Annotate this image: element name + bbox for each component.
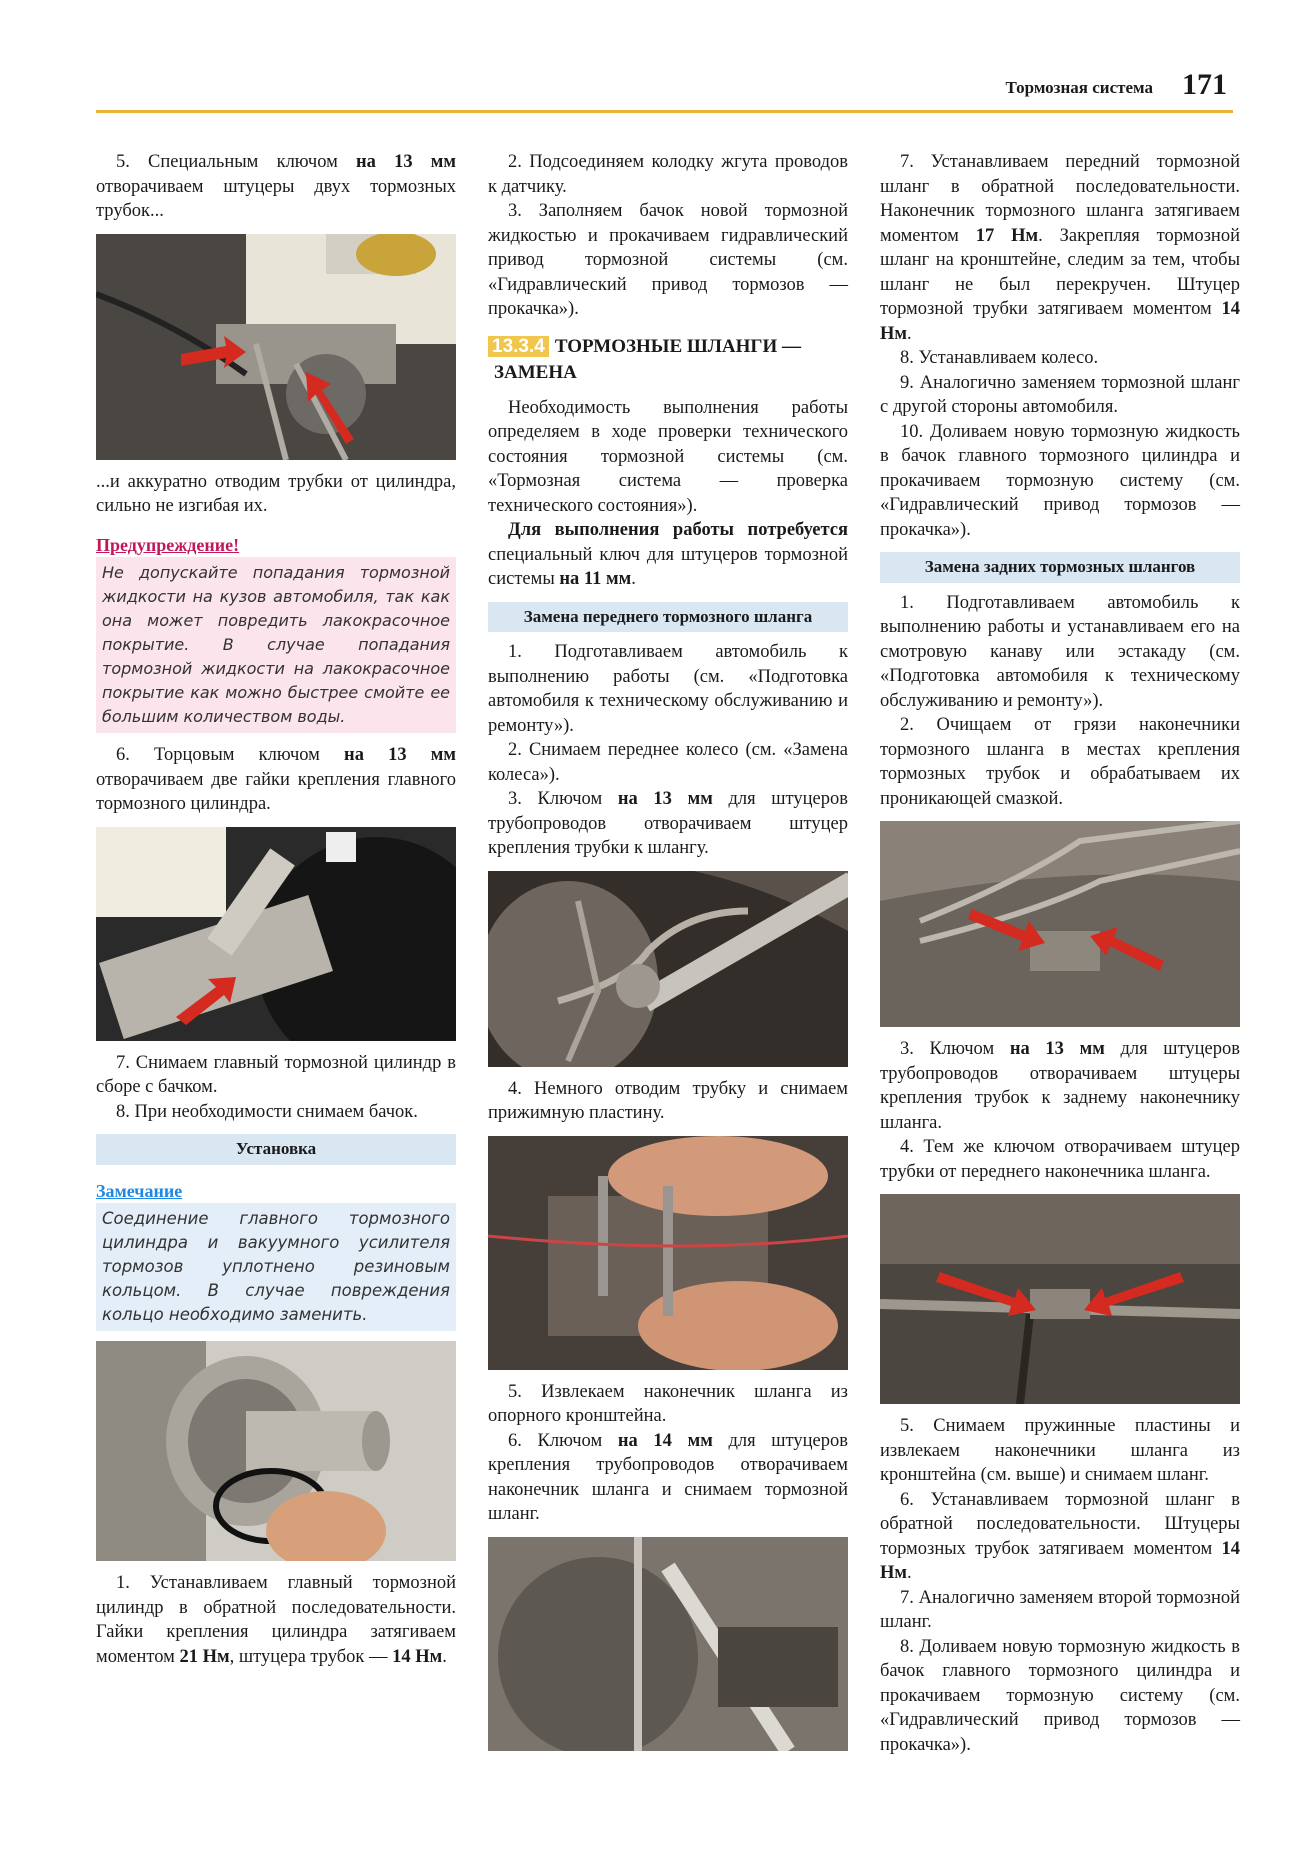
- paragraph: 4. Тем же ключом отворачиваем штуцер трубки от переднего наконечника шланга.: [880, 1137, 1240, 1182]
- page-header: [96, 70, 1233, 113]
- rear-hoses-heading: Замена задних тормозных шлангов: [880, 552, 1240, 583]
- front-hose-tip-underbody-photo: [880, 1194, 1240, 1404]
- page-number: 171: [1182, 68, 1227, 101]
- paragraph: Для выполнения работы потребуется специальный ключ для штуцеров тормозной системы на 11 мм.: [488, 520, 848, 589]
- paragraph: 8. Устанавливаем колесо.: [900, 348, 1099, 368]
- paragraph: 4. Немного отводим трубку и снимаем прижимную пластину.: [488, 1078, 848, 1123]
- warning-box: Не допускайте попадания тормозной жидкости на кузов автомобиля, так как она может повредить лакокрасочное покрытие. В случае попадания тормозной жидкости на лакокрасочное покрытие как можно быстрее смойте ее большим количеством воды.: [96, 557, 456, 733]
- hose-plate-removal-photo: [488, 1136, 848, 1370]
- paragraph: 5. Снимаем пружинные пластины и извлекаем наконечники шланга из кронштейна (см. выше) и снимаем шланг.: [880, 1416, 1240, 1485]
- paragraph: 10. Доливаем новую тормозную жидкость в бачок главного тормозного цилиндра и прокачиваем тормозную систему (см. «Гидравлический привод тормозов — прокачка»).: [880, 421, 1240, 540]
- paragraph: 8. При необходимости снимаем бачок.: [116, 1101, 418, 1122]
- section-title: Тормозная система: [1005, 78, 1153, 97]
- paragraph: 6. Ключом на 14 мм для штуцеров крепления трубопроводов отворачиваем наконечник шланга и снимаем тормозной шланг.: [488, 1430, 848, 1524]
- installation-heading: Установка: [96, 1134, 456, 1165]
- column-3: [880, 150, 1240, 1757]
- warning-title: Предупреждение!: [96, 534, 240, 555]
- section-heading: [488, 334, 848, 386]
- hose-tip-wrench-photo: [488, 1537, 848, 1751]
- column-2: [488, 150, 848, 1761]
- paragraph: 7. Аналогично заменяем второй тормозной шланг.: [880, 1587, 1240, 1632]
- front-hose-fitting-wrench-photo: [488, 871, 848, 1067]
- paragraph: 3. Заполняем бачок новой тормозной жидкостью и прокачиваем гидравлический привод тормозной системы (см. «Гидравлический привод тормозов — прокачка»).: [488, 201, 848, 319]
- paragraph: Необходимость выполнения работы определяем в ходе проверки технического состояния тормозной системы (см. «Тормозная система — проверка технического состояния»).: [488, 397, 848, 516]
- paragraph: 5. Специальным ключом на 13 мм отворачиваем штуцеры двух тормозных трубок...: [96, 152, 456, 221]
- paragraph: 8. Доливаем новую тормозную жидкость в бачок главного тормозного цилиндра и прокачиваем тормозную систему (см. «Гидравлический привод тормозов — прокачка»).: [880, 1636, 1240, 1755]
- column-1: [96, 150, 456, 1669]
- paragraph: 3. Ключом на 13 мм для штуцеров трубопроводов отворачиваем штуцер крепления трубки к шлангу.: [488, 789, 848, 858]
- paragraph: 3. Ключом на 13 мм для штуцеров трубопроводов отворачиваем штуцеры крепления трубок к заднему наконечнику шланга.: [880, 1039, 1240, 1133]
- paragraph: 2. Подсоединяем колодку жгута проводов к датчику.: [488, 152, 848, 197]
- paragraph: 1. Подготавливаем автомобиль к выполнению работы (см. «Подготовка автомобиля к техническому обслуживанию и ремонту»).: [488, 642, 848, 736]
- paragraph: 5. Извлекаем наконечник шланга из опорного кронштейна.: [488, 1381, 848, 1426]
- paragraph: 9. Аналогично заменяем тормозной шланг с другой стороны автомобиля.: [880, 372, 1240, 417]
- rear-hose-tip-fittings-photo: [880, 821, 1240, 1027]
- paragraph: 2. Очищаем от грязи наконечники тормозного шланга в местах крепления тормозных трубок и обрабатываем их проникающей смазкой.: [880, 715, 1240, 809]
- section-number: 13.3.4: [488, 336, 549, 357]
- section-title-line2: ЗАМЕНА: [494, 361, 577, 383]
- master-cylinder-nut-wrench-photo: [96, 827, 456, 1041]
- paragraph: 2. Снимаем переднее колесо (см. «Замена колеса»).: [488, 740, 848, 785]
- paragraph: 6. Торцовым ключом на 13 мм отворачиваем две гайки крепления главного тормозного цилиндра.: [96, 745, 456, 814]
- paragraph: 1. Устанавливаем главный тормозной цилиндр в обратной последовательности. Гайки крепления цилиндра затягиваем моментом 21 Нм, штуцера трубок — 14 Нм.: [96, 1573, 456, 1667]
- master-cylinder-brake-lines-photo: [96, 234, 456, 460]
- paragraph: 1. Подготавливаем автомобиль к выполнению работы и устанавливаем его на смотровую канаву или эстакаду (см. «Подготовка автомобиля к техническому обслуживанию и ремонту»).: [880, 592, 1240, 711]
- section-title-line1: ТОРМОЗНЫЕ ШЛАНГИ —: [554, 335, 802, 357]
- paragraph: 7. Устанавливаем передний тормозной шланг в обратной последовательности. Наконечник тормозного шланга затягиваем моментом 17 Нм. Закрепляя тормозной шланг на кронштейне, следим за тем, чтобы шланг не был перекручен. Штуцер тормозной трубки затягиваем моментом 14 Нм.: [880, 152, 1240, 344]
- paragraph: ...и аккуратно отводим трубки от цилиндра, сильно не изгибая их.: [96, 471, 456, 516]
- paragraph: 7. Снимаем главный тормозной цилиндр в сборе с бачком.: [96, 1052, 456, 1097]
- paragraph: 6. Устанавливаем тормозной шланг в обратной последовательности. Штуцеры тормозных трубок затягиваем моментом 14 Нм.: [880, 1489, 1240, 1583]
- note-box: Соединение главного тормозного цилиндра и вакуумного усилителя тормозов уплотнено резиновым кольцом. В случае повреждения кольцо необходимо заменить.: [96, 1203, 456, 1331]
- note-title: Замечание: [96, 1180, 183, 1201]
- front-hose-heading: Замена переднего тормозного шланга: [488, 602, 848, 633]
- master-cylinder-seal-ring-photo: [96, 1341, 456, 1561]
